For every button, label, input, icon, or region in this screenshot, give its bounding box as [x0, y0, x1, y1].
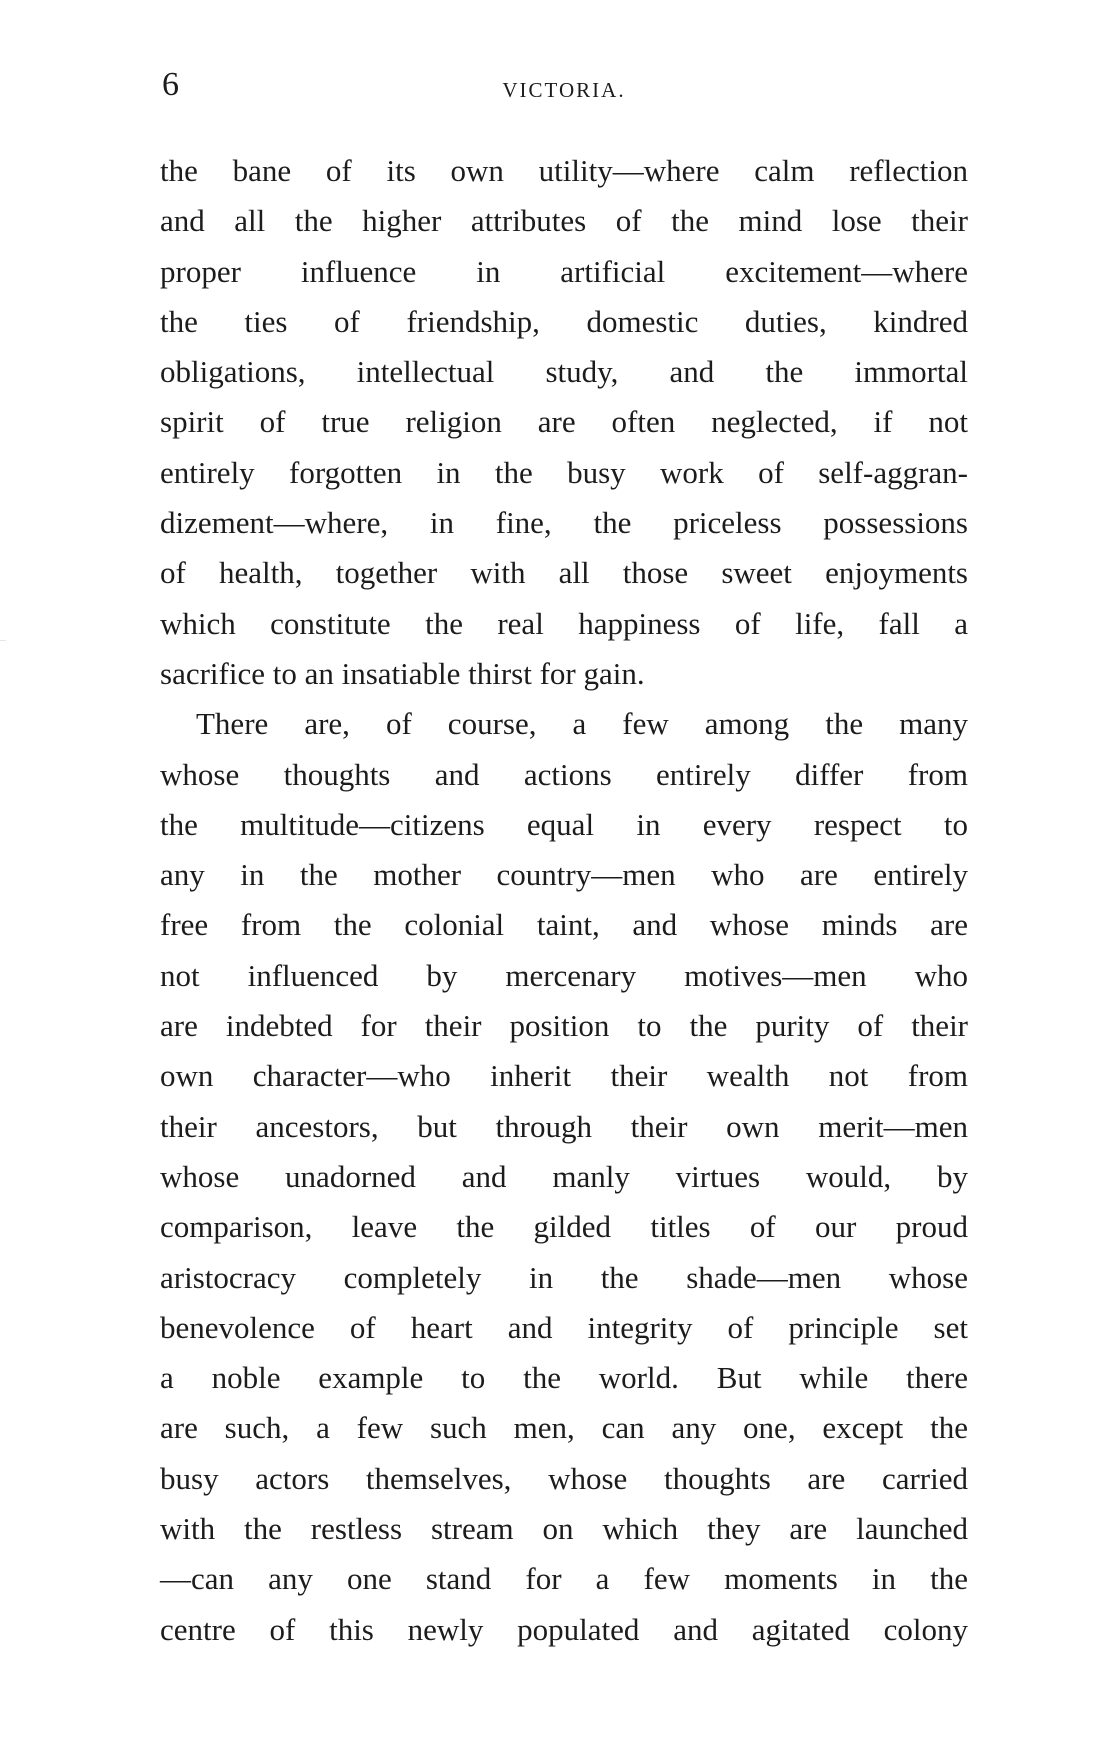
- running-title: VICTORIA.: [502, 78, 626, 102]
- text-line: entirely forgotten in the busy work of self-aggran-: [160, 454, 968, 490]
- text-line: own character—who inherit their wealth not from: [160, 1058, 968, 1094]
- paragraph-2: [160, 699, 968, 1655]
- text-line: are such, a few such men, can any one, except the: [160, 1410, 968, 1446]
- running-head: [160, 66, 968, 116]
- text-line: are indebted for their position to the purity of their: [160, 1008, 968, 1044]
- text-line: a noble example to the world. But while there: [160, 1360, 968, 1396]
- text-line: the multitude—citizens equal in every respect to: [160, 806, 968, 842]
- text-line: with the restless stream on which they are launched: [160, 1511, 968, 1547]
- body-text: [160, 146, 968, 1655]
- text-line: comparison, leave the gilded titles of our proud: [160, 1209, 968, 1245]
- text-line: which constitute the real happiness of life, fall a: [160, 605, 968, 641]
- page-edge-mark: [0, 640, 6, 641]
- text-line: the bane of its own utility—where calm reflection: [160, 153, 968, 188]
- text-line: benevolence of heart and integrity of principle set: [160, 1309, 968, 1345]
- text-line: obligations, intellectual study, and the immortal: [160, 354, 968, 390]
- text-line: their ancestors, but through their own merit—men: [160, 1108, 968, 1144]
- text-line: aristocracy completely in the shade—men whose: [160, 1259, 968, 1295]
- text-line: proper influence in artificial excitement—where: [160, 253, 968, 289]
- text-line: centre of this newly populated and agitated colony: [160, 1611, 968, 1647]
- text-line: whose thoughts and actions entirely differ from: [160, 756, 968, 792]
- text-line: and all the higher attributes of the mind lose their: [160, 203, 968, 239]
- text-line: not influenced by mercenary motives—men who: [160, 957, 968, 993]
- text-line: the ties of friendship, domestic duties, kindred: [160, 303, 968, 339]
- text-line: any in the mother country—men who are entirely: [160, 857, 968, 893]
- text-line: of health, together with all those sweet enjoyments: [160, 555, 968, 591]
- text-line: sacrifice to an insatiable thirst for gain.: [160, 655, 645, 691]
- text-line: —can any one stand for a few moments in the: [160, 1561, 968, 1597]
- text-line: spirit of true religion are often neglected, if not: [160, 404, 968, 440]
- paragraph-1: [160, 146, 968, 699]
- text-line: dizement—where, in fine, the priceless possessions: [160, 505, 968, 541]
- text-line: There are, of course, a few among the many: [196, 706, 968, 742]
- page-number: 6: [162, 66, 179, 103]
- text-line: whose unadorned and manly virtues would, by: [160, 1158, 968, 1194]
- text-line: busy actors themselves, whose thoughts are carried: [160, 1460, 968, 1496]
- text-line: free from the colonial taint, and whose minds are: [160, 907, 968, 943]
